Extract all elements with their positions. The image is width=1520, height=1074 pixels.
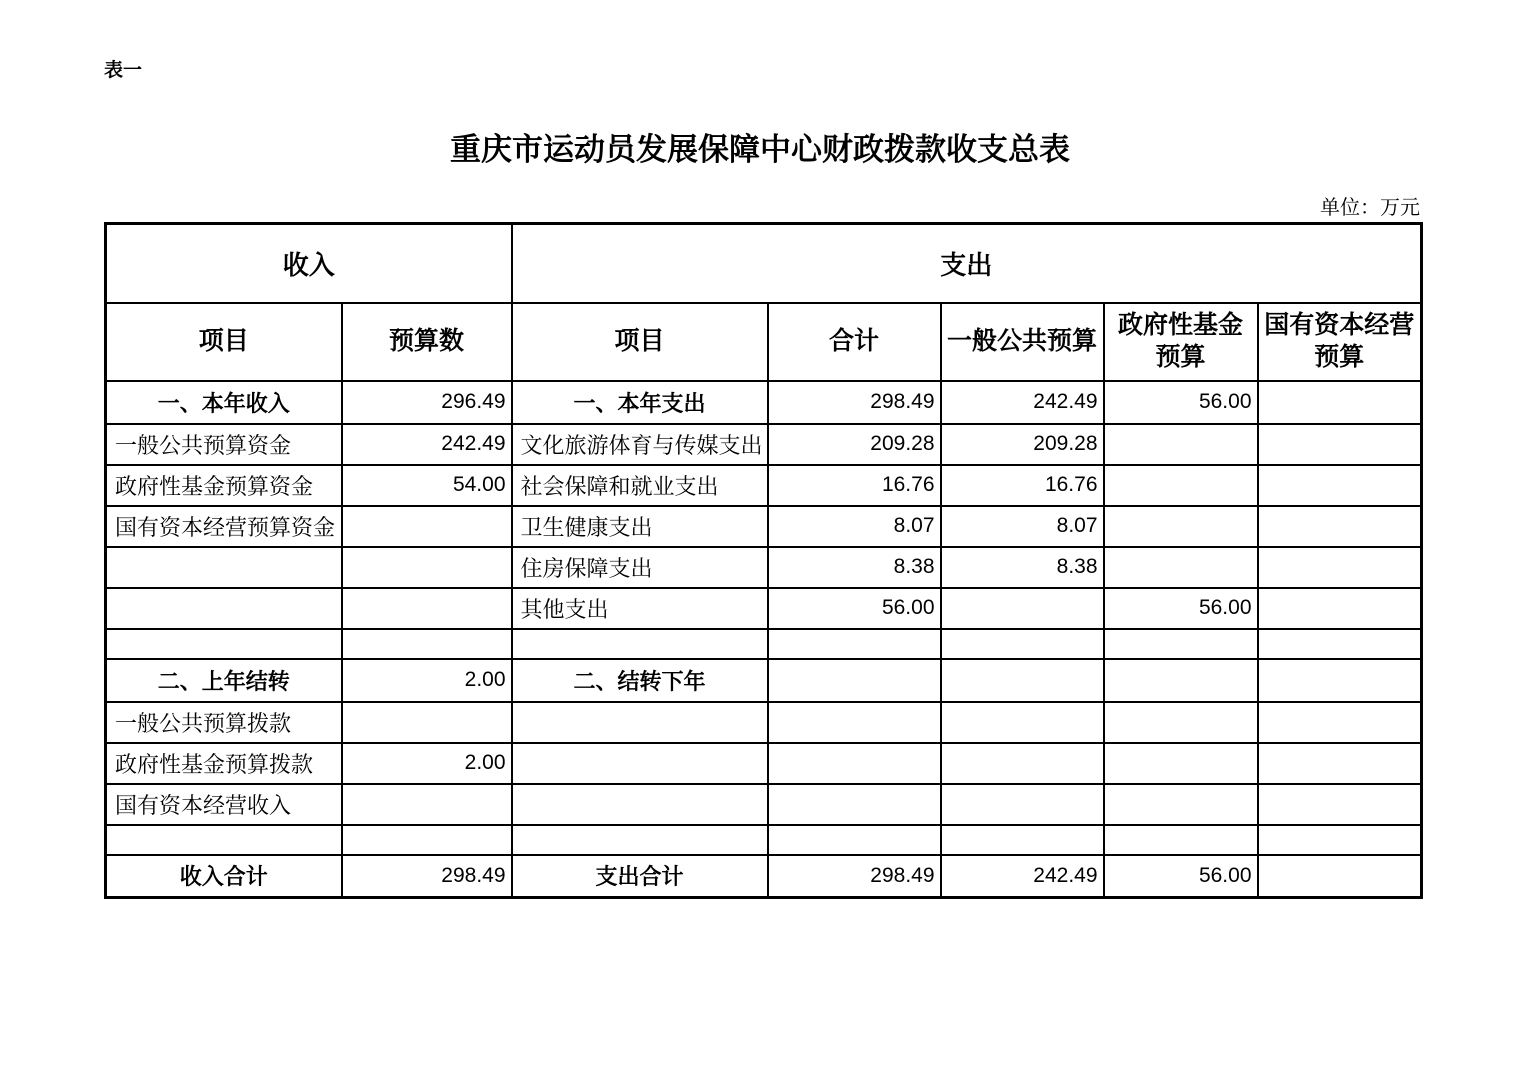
table-row <box>106 588 1422 629</box>
table-cell: 二、上年结转 <box>106 659 342 702</box>
table-row <box>106 629 1422 659</box>
table-cell: 242.49 <box>941 381 1104 424</box>
col-header-expense-item: 项目 <box>512 303 768 381</box>
table-cell: 社会保障和就业支出 <box>512 465 768 506</box>
table-cell <box>941 743 1104 784</box>
table-cell: 一般公共预算资金 <box>106 424 342 465</box>
table-cell <box>768 659 941 702</box>
table-cell: 209.28 <box>768 424 941 465</box>
column-header-row <box>106 303 1422 381</box>
table-row <box>106 465 1422 506</box>
table-cell <box>1258 855 1422 898</box>
unit-note: 单位：万元 <box>1320 197 1420 219</box>
group-header-row <box>106 224 1422 303</box>
table-cell <box>106 588 342 629</box>
table-cell <box>512 825 768 855</box>
table-cell: 298.49 <box>342 855 512 898</box>
table-cell <box>512 702 768 743</box>
table-cell <box>1258 629 1422 659</box>
table-cell: 一、本年收入 <box>106 381 342 424</box>
table-row <box>106 547 1422 588</box>
table-cell <box>768 629 941 659</box>
table-cell <box>512 629 768 659</box>
col-header-general-public-budget: 一般公共预算 <box>941 303 1104 381</box>
table-cell: 国有资本经营预算资金 <box>106 506 342 547</box>
table-cell <box>342 702 512 743</box>
table-cell: 296.49 <box>342 381 512 424</box>
table-row <box>106 381 1422 424</box>
col-header-income-item: 项目 <box>106 303 342 381</box>
table-row <box>106 506 1422 547</box>
table-cell: 8.38 <box>941 547 1104 588</box>
expense-group-header: 支出 <box>512 224 1422 303</box>
table-cell <box>342 506 512 547</box>
table-cell: 2.00 <box>342 659 512 702</box>
table-cell: 298.49 <box>768 381 941 424</box>
table-cell: 一、本年支出 <box>512 381 768 424</box>
table-cell: 16.76 <box>768 465 941 506</box>
income-group-header: 收入 <box>106 224 512 303</box>
table-cell <box>941 659 1104 702</box>
table-cell <box>1104 547 1258 588</box>
table-cell: 56.00 <box>1104 855 1258 898</box>
table-row <box>106 825 1422 855</box>
table-cell: 8.38 <box>768 547 941 588</box>
table-row <box>106 784 1422 825</box>
table-cell <box>1104 506 1258 547</box>
table-cell <box>1258 702 1422 743</box>
table-row <box>106 702 1422 743</box>
table-cell: 209.28 <box>941 424 1104 465</box>
table-cell: 242.49 <box>342 424 512 465</box>
table-cell: 56.00 <box>768 588 941 629</box>
table-cell: 8.07 <box>941 506 1104 547</box>
table-cell <box>1104 702 1258 743</box>
table-cell <box>1104 629 1258 659</box>
table-cell <box>1104 424 1258 465</box>
table-cell <box>1104 743 1258 784</box>
table-cell: 56.00 <box>1104 381 1258 424</box>
table-cell: 56.00 <box>1104 588 1258 629</box>
table-header <box>106 224 1422 381</box>
table-cell: 16.76 <box>941 465 1104 506</box>
table-cell: 政府性基金预算资金 <box>106 465 342 506</box>
table-cell <box>768 743 941 784</box>
table-row <box>106 659 1422 702</box>
table-cell <box>106 629 342 659</box>
table-cell: 住房保障支出 <box>512 547 768 588</box>
table-row <box>106 424 1422 465</box>
table-cell <box>1104 659 1258 702</box>
col-header-state-capital-budget: 国有资本经营预算 <box>1258 303 1422 381</box>
col-header-gov-fund-budget: 政府性基金预算 <box>1104 303 1258 381</box>
table-cell <box>342 547 512 588</box>
table-cell <box>1258 547 1422 588</box>
table-cell <box>941 825 1104 855</box>
table-cell <box>342 784 512 825</box>
table-cell <box>512 784 768 825</box>
table-cell <box>768 784 941 825</box>
table-cell <box>1258 506 1422 547</box>
table-cell <box>1258 381 1422 424</box>
table-cell: 政府性基金预算拨款 <box>106 743 342 784</box>
table-cell: 支出合计 <box>512 855 768 898</box>
table-cell: 242.49 <box>941 855 1104 898</box>
table-cell <box>342 629 512 659</box>
table-cell: 298.49 <box>768 855 941 898</box>
table-cell <box>1104 784 1258 825</box>
table-number-label: 表一 <box>104 60 143 81</box>
table-cell <box>941 784 1104 825</box>
table-cell <box>1258 743 1422 784</box>
table-cell <box>106 547 342 588</box>
table-cell: 一般公共预算拨款 <box>106 702 342 743</box>
col-header-total: 合计 <box>768 303 941 381</box>
table-row <box>106 743 1422 784</box>
table-cell: 其他支出 <box>512 588 768 629</box>
table-cell <box>342 825 512 855</box>
table-cell <box>768 702 941 743</box>
table-cell <box>768 825 941 855</box>
table-cell: 8.07 <box>768 506 941 547</box>
table-cell <box>941 629 1104 659</box>
table-cell <box>1258 465 1422 506</box>
table-cell <box>512 743 768 784</box>
table-cell <box>1258 588 1422 629</box>
table-cell <box>1258 659 1422 702</box>
table-cell <box>342 588 512 629</box>
budget-table <box>104 222 1423 899</box>
table-cell <box>941 588 1104 629</box>
table-cell: 54.00 <box>342 465 512 506</box>
page-title: 重庆市运动员发展保障中心财政拨款收支总表 <box>450 132 1070 167</box>
table-cell: 收入合计 <box>106 855 342 898</box>
table-cell: 二、结转下年 <box>512 659 768 702</box>
table-cell <box>1104 465 1258 506</box>
table-cell <box>941 702 1104 743</box>
table-cell <box>106 825 342 855</box>
table-body <box>106 381 1422 898</box>
table-row <box>106 855 1422 898</box>
table-cell <box>1258 825 1422 855</box>
table-cell: 卫生健康支出 <box>512 506 768 547</box>
table-cell: 国有资本经营收入 <box>106 784 342 825</box>
table-cell: 文化旅游体育与传媒支出 <box>512 424 768 465</box>
table-cell <box>1258 784 1422 825</box>
table-cell <box>1104 825 1258 855</box>
table-cell <box>1258 424 1422 465</box>
table-cell: 2.00 <box>342 743 512 784</box>
col-header-income-budget: 预算数 <box>342 303 512 381</box>
